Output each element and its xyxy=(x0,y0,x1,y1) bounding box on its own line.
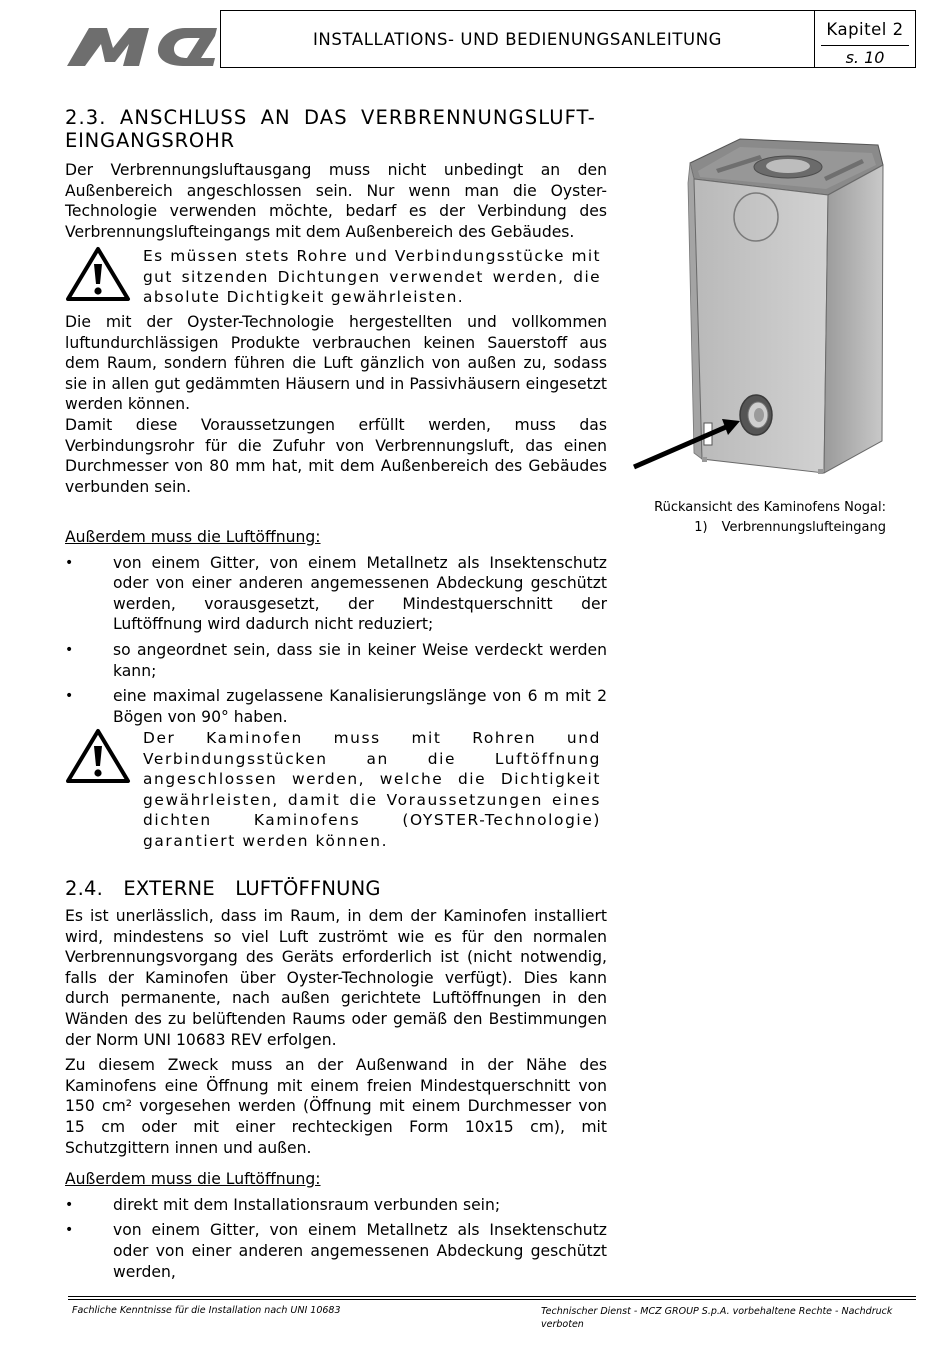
legend-number: 1) xyxy=(694,520,708,535)
warning-text: Es müssen stets Rohre und Verbindungsstücke mit gut sitzenden Dichtungen verwendet werden, die absolute Dichtigkeit gewährleisten. xyxy=(143,247,601,306)
document-title: INSTALLATIONS- UND BEDIENUNGSANLEITUNG xyxy=(220,10,814,68)
section-2-3-para1 xyxy=(65,160,607,242)
mcz-logo xyxy=(67,18,217,70)
section-heading-line1: 2.3. ANSCHLUSS AN DAS VERBRENNUNGSLUFT- xyxy=(65,106,596,129)
list-item: • eine maximal zugelassene Kanalisierungslänge von 6 m mit 2 Bögen von 90° haben. xyxy=(65,686,607,727)
chapter-divider xyxy=(821,45,909,46)
paragraph: Damit diese Voraussetzungen erfüllt werden, muss das Verbindungsrohr für die Zufuhr von Verbrennungsluft, das einen Durchmesser von 80 mm hat, mit dem Außenbereich des Gebäudes verbunden sein. xyxy=(65,415,607,496)
figure-caption-block xyxy=(630,498,886,538)
page-header xyxy=(22,10,904,68)
warning-text: Der Kaminofen muss mit Rohren und Verbindungsstücken an die Luftöffnung angeschlossen werden, welche die Dichtigkeit gewährleisten, damit die Voraussetzungen eines dichten Kaminofens (OYSTER-Technologie) garantiert werden können. xyxy=(143,729,601,850)
footer-left-text: Fachliche Kenntnisse für die Installation nach UNI 10683 xyxy=(72,1305,341,1316)
warning-triangle-icon xyxy=(65,246,131,302)
footer-right-text: Technischer Dienst - MCZ GROUP S.p.A. vorbehaltene Rechte - Nachdruck verboten xyxy=(541,1306,893,1330)
warning-triangle-icon xyxy=(65,728,131,784)
list-item: • von einem Gitter, von einem Metallnetz als Insektenschutz oder von einer anderen angemessenen Abdeckung geschützt werden, xyxy=(65,1220,607,1282)
paragraph: Die mit der Oyster-Technologie hergestellten und vollkommen luftundurchlässigen Produkte verbrauchen keinen Sauerstoff aus dem Raum, sondern führen die Luft gänzlich von außen zu, sodass sie in allen gut gedämmten Häusern und in Passivhäusern eingesetzt werden können. xyxy=(65,313,607,414)
chapter-box xyxy=(814,10,916,68)
section-2-3-list xyxy=(65,527,607,727)
paragraph: Zu diesem Zweck muss an der Außenwand in der Nähe des Kaminofens eine Öffnung mit einem freien Mindestquerschnitt von 150 cm² vorgesehen werden (Öffnung mit einem Durchmesser von 15 cm oder mit einer rechteckigen Form 10x15 cm), mit Schutzgittern innen und außen. xyxy=(65,1056,607,1157)
footer-rule xyxy=(68,1299,916,1300)
list-title: Außerdem muss die Luftöffnung: xyxy=(65,1170,321,1189)
section-heading: 2.4. EXTERNE LUFTÖFFNUNG xyxy=(65,877,381,900)
paragraph: Es ist unerlässlich, dass im Raum, in dem der Kaminofen installiert wird, mindestens so viel Luft zuströmt wie es für den normalen Verbrennungsvorgang des Geräts erforderlich ist (nicht notwendig, falls der Kaminofen über Oyster-Technologie verfügt). Dies kann durch permanente, nach außen gerichtete Luftöffnungen in den Wänden des zu belüftenden Raums oder gemäß den Bestimmungen der Norm UNI 10683 REV erfolgen. xyxy=(65,907,607,1049)
list-title: Außerdem muss die Luftöffnung: xyxy=(65,528,321,546)
chapter-label: Kapitel 2 xyxy=(826,20,904,39)
page-number: s. 10 xyxy=(845,48,885,67)
footer-rule xyxy=(68,1296,916,1297)
list-item: • von einem Gitter, von einem Metallnetz als Insektenschutz oder von einer anderen angemessenen Abdeckung geschützt werden, vorausgesetzt, der Mindestquerschnitt der Luftöffnung wird dadurch nicht reduziert; xyxy=(65,553,607,635)
figure-caption: Rückansicht des Kaminofens Nogal: xyxy=(654,500,886,515)
section-heading-line2: EINGANGSROHR xyxy=(65,129,235,152)
stove-rear-view-illustration xyxy=(628,135,890,475)
section-2-3-para2 xyxy=(65,312,607,497)
paragraph: Der Verbrennungsluftausgang muss nicht unbedingt an den Außenbereich angeschlossen sein. Nur wenn man die Oyster-Technologie verwenden möchte, bedarf es der Verbindung des Verbrennungslufteingangs mit dem Außenbereich des Gebäudes. xyxy=(65,161,607,241)
legend-text: Verbrennungslufteingang xyxy=(721,520,886,535)
list-item: • so angeordnet sein, dass sie in keiner Weise verdeckt werden kann; xyxy=(65,640,607,681)
section-2-3-heading xyxy=(65,106,607,152)
figure-legend xyxy=(630,518,886,538)
section-2-4-body xyxy=(65,906,607,1282)
section-2-4-heading xyxy=(65,877,607,900)
list-item: • direkt mit dem Installationsraum verbunden sein; xyxy=(65,1195,607,1216)
